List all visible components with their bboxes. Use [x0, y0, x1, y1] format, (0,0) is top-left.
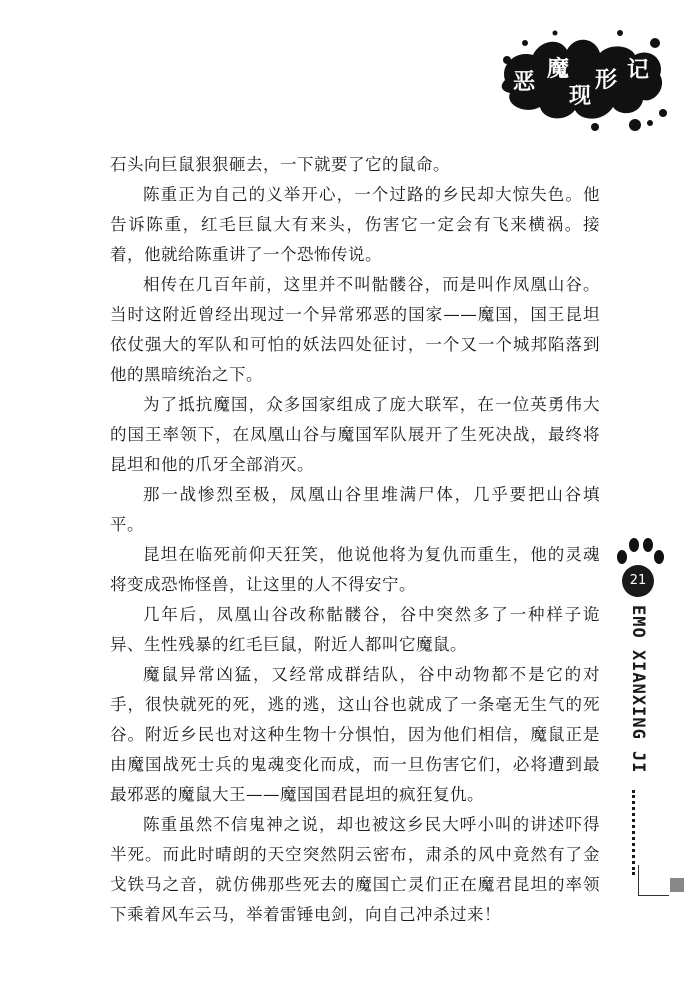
- corner-square: [670, 878, 684, 892]
- paragraph: 那一战惨烈至极，凤凰山谷里堆满尸体，几乎要把山谷填平。: [110, 485, 600, 534]
- logo-char-5: 记: [627, 58, 650, 83]
- logo-char-3: 现: [569, 84, 592, 109]
- paragraph: 昆坦在临死前仰天狂笑，他说他将为复仇而重生，他的灵魂将变成恐怖怪兽，让这里的人不得安宁。: [110, 545, 600, 594]
- logo-char-4: 形: [595, 68, 618, 93]
- logo-char-1: 恶: [513, 70, 536, 95]
- paragraph: 为了抵抗魔国，众多国家组成了庞大联军，在一位英勇伟大的国王率领下，在凤凰山谷与魔国军队展开了生死决战，最终将昆坦和他的爪牙全部消灭。: [110, 395, 600, 474]
- paragraph: 陈重正为自己的义举开心，一个过路的乡民却大惊失色。他告诉陈重，红毛巨鼠大有来头，伤害它一定会有飞来横祸。接着，他就给陈重讲了一个恐怖传说。: [110, 185, 600, 264]
- series-logo: [495, 25, 670, 135]
- vertical-title-text: EMO XIANXING JI: [628, 605, 648, 774]
- dotted-line: [632, 790, 639, 875]
- paragraph: 几年后，凤凰山谷改称骷髅谷，谷中突然多了一种样子诡异、生性残暴的红毛巨鼠，附近人都叫它魔鼠。: [110, 605, 600, 654]
- paragraph: 石头向巨鼠狠狠砸去，一下就要了它的鼠命。: [110, 155, 450, 174]
- paragraph: 陈重虽然不信鬼神之说，却也被这乡民大呼小叫的讲述吓得半死。而此时晴朗的天空突然阴云密布，肃杀的风中竟然有了金戈铁马之音，就仿佛那些死去的魔国亡灵们正在魔君昆坦的率领下乘着风车云马，举着雷锤电剑，向自己冲杀过来！: [110, 815, 600, 924]
- paragraph: 魔鼠异常凶猛，又经常成群结队，谷中动物都不是它的对手，很快就死的死，逃的逃，这山谷也就成了一条毫无生气的死谷。附近乡民也对这种生物十分惧怕，因为他们相信，魔鼠正是由魔国战死士兵的鬼魂变化而成，而一旦伤害它们，必将遭到最最邪恶的魔鼠大王——魔国国君昆坦的疯狂复仇。: [110, 665, 600, 804]
- vertical-title: [622, 605, 652, 785]
- corner-line: [638, 865, 669, 896]
- logo-char-2: 魔: [547, 57, 570, 82]
- page-number: 21: [622, 565, 654, 597]
- paragraph: 相传在几百年前，这里并不叫骷髅谷，而是叫作凤凰山谷。当时这附近曾经出现过一个异常邪恶的国家——魔国，国王昆坦依仗强大的军队和可怕的妖法四处征讨，一个又一个城邦陷落到他的黑暗统治之下。: [110, 275, 600, 384]
- side-ornament: [612, 535, 692, 895]
- body-text: [110, 150, 600, 930]
